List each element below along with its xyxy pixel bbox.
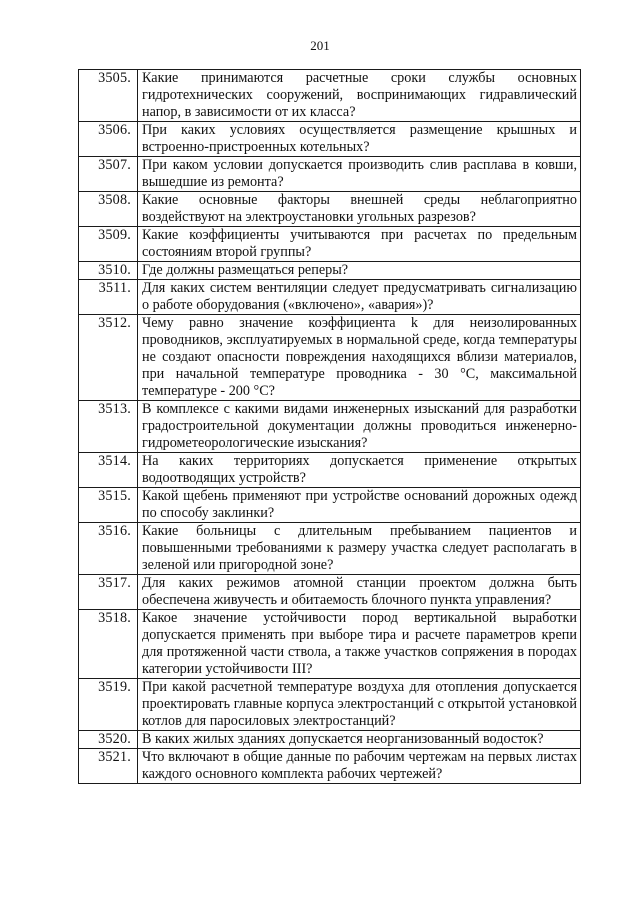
question-text: Что включают в общие данные по рабочим чертежам на первых листах каждого основного комплекта рабочих чертежей? (138, 749, 581, 784)
questions-table (78, 69, 581, 784)
table-row (79, 575, 581, 610)
question-text: При каком условии допускается производить слив расплава в ковши, вышедшие из ремонта? (138, 157, 581, 192)
question-number: 3505. (79, 70, 138, 122)
question-number: 3521. (79, 749, 138, 784)
question-text: Где должны размещаться реперы? (138, 262, 581, 280)
page-number: 201 (310, 38, 330, 53)
question-number: 3511. (79, 280, 138, 315)
table-row (79, 122, 581, 157)
table-row (79, 610, 581, 679)
table-row (79, 315, 581, 401)
table-row (79, 262, 581, 280)
table-row (79, 280, 581, 315)
question-number: 3509. (79, 227, 138, 262)
question-number: 3517. (79, 575, 138, 610)
table-row (79, 157, 581, 192)
question-number: 3507. (79, 157, 138, 192)
question-text: Какое значение устойчивости пород вертикальной выработки допускается применять при выборе тира и расчете параметров крепи для протяженной части ствола, а также участков сопряжения в породах категории устойчивости III? (138, 610, 581, 679)
question-text: Какие принимаются расчетные сроки службы основных гидротехнических сооружений, воспринимающих гидравлический напор, в зависимости от их класса? (138, 70, 581, 122)
question-text: При каких условиях осуществляется размещение крышных и встроенно-пристроенных котельных? (138, 122, 581, 157)
question-number: 3508. (79, 192, 138, 227)
question-text: Какие больницы с длительным пребыванием пациентов и повышенными требованиями к размеру участка следует располагать в зеленой или пригородной зоне? (138, 523, 581, 575)
question-number: 3518. (79, 610, 138, 679)
question-text: Для каких режимов атомной станции проектом должна быть обеспечена живучесть и обитаемость блочного пункта управления? (138, 575, 581, 610)
question-text: Чему равно значение коэффициента k для неизолированных проводников, эксплуатируемых в нормальной среде, когда температуры не создают опасности повреждения находящихся вблизи материалов, при начальной температуре проводника - 30 °С, максимальной температуре - 200 °С? (138, 315, 581, 401)
question-number: 3512. (79, 315, 138, 401)
question-number: 3515. (79, 488, 138, 523)
table-row (79, 453, 581, 488)
questions-table-body (79, 70, 581, 784)
question-text: Какие основные факторы внешней среды неблагоприятно воздействуют на электроустановки угольных разрезов? (138, 192, 581, 227)
question-number: 3510. (79, 262, 138, 280)
table-row (79, 70, 581, 122)
question-text: Какой щебень применяют при устройстве оснований дорожных одежд по способу заклинки? (138, 488, 581, 523)
table-row (79, 488, 581, 523)
question-number: 3520. (79, 731, 138, 749)
table-row (79, 401, 581, 453)
question-text: Для каких систем вентиляции следует предусматривать сигнализацию о работе оборудования («включено», «авария»)? (138, 280, 581, 315)
table-row (79, 749, 581, 784)
question-text: Какие коэффициенты учитываются при расчетах по предельным состояниям второй группы? (138, 227, 581, 262)
table-row (79, 523, 581, 575)
question-number: 3516. (79, 523, 138, 575)
question-number: 3513. (79, 401, 138, 453)
question-text: При какой расчетной температуре воздуха для отопления допускается проектировать главные корпуса электростанций с открытой установкой котлов для паросиловых электростанций? (138, 679, 581, 731)
table-row (79, 731, 581, 749)
question-text: В каких жилых зданиях допускается неорганизованный водосток? (138, 731, 581, 749)
question-text: В комплексе с какими видами инженерных изысканий для разработки градостроительной документации должны проводиться инженерно-гидрометеорологические изыскания? (138, 401, 581, 453)
question-number: 3519. (79, 679, 138, 731)
question-number: 3506. (79, 122, 138, 157)
table-row (79, 192, 581, 227)
table-row (79, 227, 581, 262)
question-number: 3514. (79, 453, 138, 488)
table-row (79, 679, 581, 731)
question-text: На каких территориях допускается применение открытых водоотводящих устройств? (138, 453, 581, 488)
